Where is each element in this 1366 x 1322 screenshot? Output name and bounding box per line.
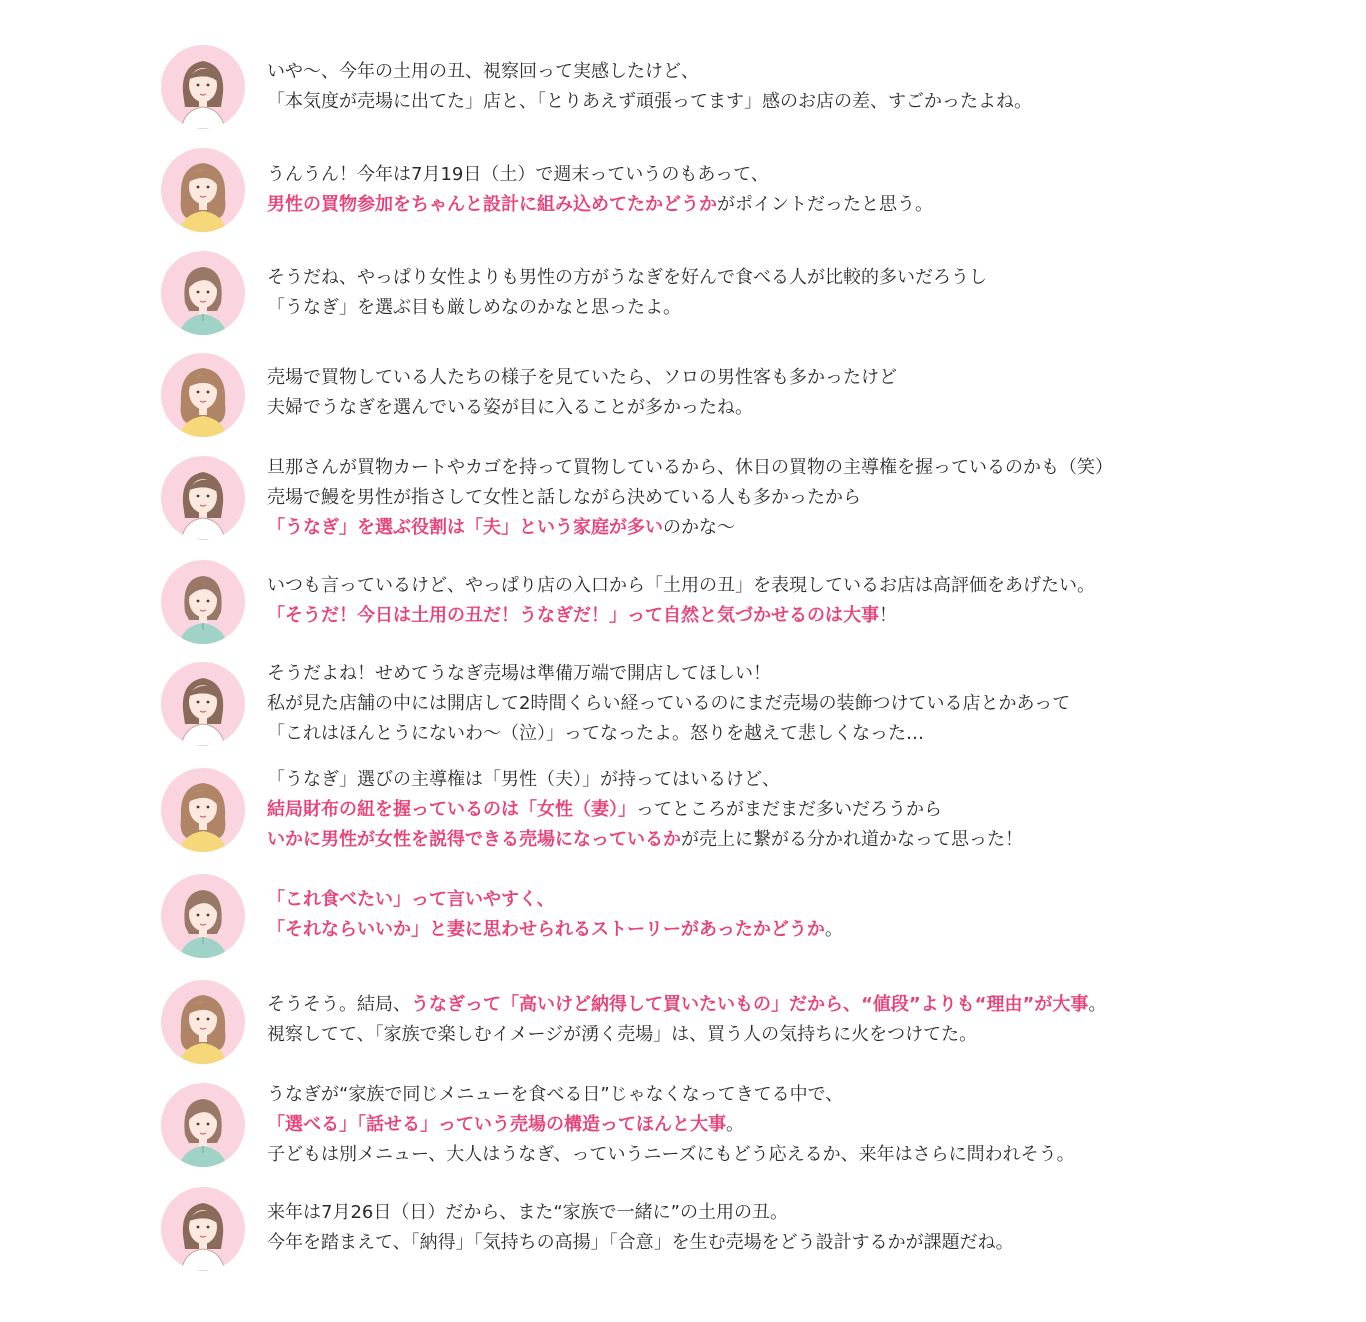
message-segment: うなぎが“家族で同じメニューを食べる日”じゃなくなってきてる中で、 xyxy=(267,1084,844,1105)
highlight-text: いかに男性が女性を説得できる売場になっているか xyxy=(267,829,681,850)
message-text xyxy=(267,1080,1357,1170)
message-segment: ってところがまだまだ多いだろうから xyxy=(636,799,942,820)
message-line xyxy=(267,393,1357,423)
message-line xyxy=(267,1140,1357,1170)
message-segment: 「本気度が売場に出てた」店と、「とりあえず頑張ってます」感のお店の差、すごかったよね。 xyxy=(267,91,1032,112)
message-line xyxy=(267,483,1357,513)
message-line xyxy=(267,765,1357,795)
highlight-text: うなぎって「高いけど納得して買いたいもの」だから、“値段”よりも“理由”が大事 xyxy=(411,994,1089,1015)
message-line xyxy=(267,571,1357,601)
avatar-speaker-c xyxy=(161,251,245,335)
message-line xyxy=(267,1080,1357,1110)
message-segment: 売場で鰻を男性が指さして女性と話しながら決めている人も多かったから xyxy=(267,487,861,508)
message-text xyxy=(267,659,1357,749)
avatar-speaker-b xyxy=(161,980,245,1064)
message-line xyxy=(267,293,1357,323)
avatar-speaker-a xyxy=(161,1187,245,1271)
message-line xyxy=(267,1110,1357,1140)
message-text xyxy=(267,363,1357,423)
message-line xyxy=(267,513,1357,543)
message-segment: 夫婦でうなぎを選んでいる姿が目に入ることが多かったね。 xyxy=(267,397,753,418)
highlight-text: 「これ食べたい」って言いやすく、 xyxy=(267,889,555,910)
message-text xyxy=(267,263,1357,323)
message-line xyxy=(267,885,1357,915)
message-segment: ！ xyxy=(879,605,897,626)
message-line xyxy=(267,1020,1357,1050)
message-line xyxy=(267,160,1357,190)
message-segment: 「うなぎ」を選ぶ目も厳しめなのかなと思ったよ。 xyxy=(267,297,681,318)
message-segment: が売上に繋がる分かれ道かなって思った！ xyxy=(681,829,1023,850)
message-segment: 私が見た店舗の中には開店して2時間くらい経っているのにまだ売場の装飾つけている店とかあって xyxy=(267,693,1071,714)
message-segment: のかな〜 xyxy=(663,517,735,538)
message-segment: 。 xyxy=(1088,994,1107,1015)
message-text xyxy=(267,57,1357,117)
message-segment: そうだね、やっぱり女性よりも男性の方がうなぎを好んで食べる人が比較的多いだろうし xyxy=(267,267,987,288)
message-line xyxy=(267,601,1357,631)
message-line xyxy=(267,57,1357,87)
message-line xyxy=(267,190,1357,220)
message-segment: 子どもは別メニュー、大人はうなぎ、っていうニーズにもどう応えるか、来年はさらに問われそう。 xyxy=(267,1144,1075,1165)
message-segment: 。 xyxy=(824,919,843,940)
highlight-text: 「うなぎ」を選ぶ役割は「夫」という家庭が多い xyxy=(267,517,663,538)
message-segment: 売場で買物している人たちの様子を見ていたら、ソロの男性客も多かったけど xyxy=(267,367,897,388)
message-segment: うんうん！今年は7月19日（土）で週末っていうのもあって、 xyxy=(267,164,769,185)
highlight-text: 「それならいいか」と妻に思わせられるストーリーがあったかどうか xyxy=(267,919,825,940)
avatar-speaker-c xyxy=(161,874,245,958)
message-line xyxy=(267,719,1357,749)
message-text xyxy=(267,160,1357,220)
message-segment: 「これはほんとうにないわ〜（泣）」ってなったよ。怒りを越えて悲しくなった… xyxy=(267,723,924,744)
message-text xyxy=(267,571,1357,631)
message-line xyxy=(267,659,1357,689)
avatar-speaker-c xyxy=(161,1083,245,1167)
message-text xyxy=(267,1198,1357,1258)
message-line xyxy=(267,263,1357,293)
message-line xyxy=(267,795,1357,825)
message-segment: 旦那さんが買物カートやカゴを持って買物しているから、休日の買物の主導権を握っているのかも（笑） xyxy=(267,457,1113,478)
highlight-text: 「そうだ！今日は土用の丑だ！うなぎだ！」って自然と気づかせるのは大事 xyxy=(267,605,879,626)
message-segment: いや〜、今年の土用の丑、視察回って実感したけど、 xyxy=(267,61,699,82)
message-text xyxy=(267,990,1357,1050)
message-line xyxy=(267,1198,1357,1228)
message-segment: がポイントだったと思う。 xyxy=(717,194,933,215)
message-line xyxy=(267,689,1357,719)
avatar-speaker-a xyxy=(161,662,245,746)
avatar-speaker-b xyxy=(161,768,245,852)
message-segment: そうだよね！せめてうなぎ売場は準備万端で開店してほしい！ xyxy=(267,663,771,684)
message-text xyxy=(267,885,1357,945)
message-segment: 来年は7月26日（日）だから、また“家族で一緒に”の土用の丑。 xyxy=(267,1202,789,1223)
avatar-speaker-b xyxy=(161,353,245,437)
avatar-speaker-a xyxy=(161,456,245,540)
highlight-text: 結局財布の紐を握っているのは「女性（妻）」 xyxy=(267,799,636,820)
highlight-text: 男性の買物参加をちゃんと設計に組み込めてたかどうか xyxy=(267,194,717,215)
avatar-speaker-b xyxy=(161,148,245,232)
message-segment: そうそう。結局、 xyxy=(267,994,411,1015)
message-segment: 今年を踏まえて、「納得」「気持ちの高揚」「合意」を生む売場をどう設計するかが課題だね。 xyxy=(267,1232,1014,1253)
message-segment: 。 xyxy=(726,1114,744,1135)
avatar-speaker-a xyxy=(161,45,245,129)
message-line xyxy=(267,915,1357,945)
message-segment: 「うなぎ」選びの主導権は「男性（夫）」が持ってはいるけど、 xyxy=(267,769,780,790)
message-line xyxy=(267,825,1357,855)
message-text xyxy=(267,453,1357,543)
message-segment: いつも言っているけど、やっぱり店の入口から「土用の丑」を表現しているお店は高評価をあげたい。 xyxy=(267,575,1095,596)
message-segment: 視察してて、「家族で楽しむイメージが湧く売場」は、買う人の気持ちに火をつけてた。 xyxy=(267,1024,978,1045)
message-line xyxy=(267,87,1357,117)
message-line xyxy=(267,990,1357,1020)
highlight-text: 「選べる」「話せる」っていう売場の構造ってほんと大事 xyxy=(267,1114,726,1135)
message-line xyxy=(267,363,1357,393)
message-text xyxy=(267,765,1357,855)
message-line xyxy=(267,1228,1357,1258)
message-line xyxy=(267,453,1357,483)
avatar-speaker-c xyxy=(161,560,245,644)
